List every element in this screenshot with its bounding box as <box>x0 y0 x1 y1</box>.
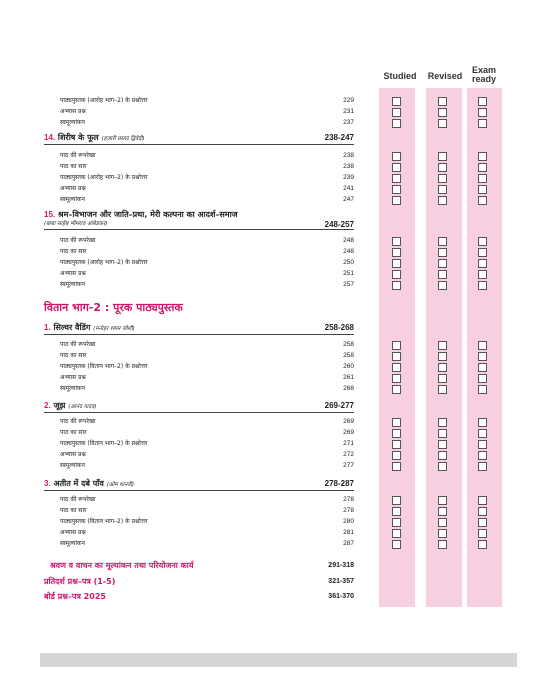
revised-checkbox[interactable] <box>438 196 447 205</box>
studied-checkbox[interactable] <box>392 185 401 194</box>
revised-checkbox[interactable] <box>438 108 447 117</box>
chapter-heading <box>44 399 354 413</box>
studied-checkbox[interactable] <box>392 196 401 205</box>
studied-checkbox[interactable] <box>392 281 401 290</box>
row-page: 278 <box>343 496 354 503</box>
chapter-title: सिल्वर वैडिंग <box>53 323 91 332</box>
revised-checkbox[interactable] <box>438 529 447 538</box>
studied-checkbox[interactable] <box>392 248 401 257</box>
studied-checkbox[interactable] <box>392 451 401 460</box>
chapter-heading <box>44 209 354 230</box>
exam-ready-checkbox[interactable] <box>478 270 487 279</box>
revised-checkbox[interactable] <box>438 185 447 194</box>
exam-ready-checkbox[interactable] <box>478 451 487 460</box>
exam-ready-checkbox[interactable] <box>478 518 487 527</box>
row-page: 272 <box>343 451 354 458</box>
revised-checkbox[interactable] <box>438 418 447 427</box>
toc-row <box>60 439 354 449</box>
extra-title: बोर्ड प्रश्न–पत्र 2025 <box>44 592 106 601</box>
row-page: 247 <box>343 196 354 203</box>
revised-checkbox[interactable] <box>438 440 447 449</box>
row-page: 280 <box>343 518 354 525</box>
row-page: 258 <box>343 341 354 348</box>
exam-ready-checkbox[interactable] <box>478 341 487 350</box>
column-exam-ready-label: Exam ready <box>471 65 497 84</box>
row-page: 261 <box>343 374 354 381</box>
exam-ready-checkbox[interactable] <box>478 174 487 183</box>
toc-row <box>60 173 354 183</box>
studied-checkbox[interactable] <box>392 518 401 527</box>
exam-ready-checkbox[interactable] <box>478 507 487 516</box>
column-studied: Studied <box>383 71 417 81</box>
extra-item <box>44 576 354 588</box>
row-page: 257 <box>343 281 354 288</box>
revised-checkbox[interactable] <box>438 540 447 549</box>
chapter-heading <box>44 477 354 491</box>
studied-checkbox[interactable] <box>392 152 401 161</box>
row-title: स्वमूल्यांकन <box>60 462 85 469</box>
row-title: पाठ्यपुस्तक (आरोह भाग–2) के प्रश्नोत्तर <box>60 97 148 104</box>
row-page: 278 <box>343 507 354 514</box>
chapter-heading <box>44 321 354 335</box>
row-title: स्वमूल्यांकन <box>60 385 85 392</box>
chapter-pages: 278-287 <box>324 479 354 488</box>
toc-row <box>60 247 354 257</box>
row-title: पाठ का सार <box>60 163 87 170</box>
revised-checkbox[interactable] <box>438 281 447 290</box>
exam-ready-checkbox[interactable] <box>478 108 487 117</box>
chapter-pages: 238-247 <box>324 133 354 142</box>
studied-checkbox[interactable] <box>392 507 401 516</box>
row-page: 250 <box>343 259 354 266</box>
studied-checkbox[interactable] <box>392 363 401 372</box>
chapter-title: श्रम–विभाजन और जाति–प्रथा, मेरी कल्पना का आदर्श–समाज <box>57 210 238 219</box>
row-page: 251 <box>343 270 354 277</box>
row-page: 287 <box>343 540 354 547</box>
toc-row <box>60 151 354 161</box>
studied-checkbox[interactable] <box>392 108 401 117</box>
row-title: पाठ्यपुस्तक (आरोह भाग–2) के प्रश्नोत्तर <box>60 259 148 266</box>
exam-ready-checkbox[interactable] <box>478 529 487 538</box>
exam-ready-checkbox[interactable] <box>478 418 487 427</box>
row-page: 248 <box>343 248 354 255</box>
toc-row <box>60 195 354 205</box>
studied-checkbox[interactable] <box>392 496 401 505</box>
toc-row <box>60 340 354 350</box>
row-title: पाठ का सार <box>60 352 87 359</box>
studied-checkbox[interactable] <box>392 352 401 361</box>
row-title: पाठ्यपुस्तक (वितान भाग–2) के प्रश्नोत्तर <box>60 440 148 447</box>
exam-ready-checkbox[interactable] <box>478 281 487 290</box>
chapter-number: 2. <box>44 401 51 410</box>
revised-checkbox[interactable] <box>438 363 447 372</box>
row-page: 258 <box>343 352 354 359</box>
exam-ready-checkbox[interactable] <box>478 259 487 268</box>
revised-checkbox[interactable] <box>438 518 447 527</box>
studied-checkbox[interactable] <box>392 418 401 427</box>
exam-ready-checkbox[interactable] <box>478 248 487 257</box>
row-page: 231 <box>343 108 354 115</box>
toc-row <box>60 236 354 246</box>
toc-row <box>60 450 354 460</box>
row-title: पाठ का सार <box>60 429 87 436</box>
row-page: 269 <box>343 418 354 425</box>
toc-row <box>60 351 354 361</box>
chapter-author: (आनंद यादव) <box>68 404 97 410</box>
exam-ready-checkbox[interactable] <box>478 496 487 505</box>
revised-checkbox[interactable] <box>438 174 447 183</box>
revised-checkbox[interactable] <box>438 163 447 172</box>
exam-ready-checkbox[interactable] <box>478 429 487 438</box>
revised-checkbox[interactable] <box>438 385 447 394</box>
row-title: पाठ का सार <box>60 507 87 514</box>
row-title: पाठ की रूपरेखा <box>60 496 96 503</box>
row-title: पाठ की रूपरेखा <box>60 418 96 425</box>
exam-ready-checkbox[interactable] <box>478 237 487 246</box>
exam-ready-checkbox[interactable] <box>478 540 487 549</box>
toc-row <box>60 539 354 549</box>
exam-ready-checkbox[interactable] <box>478 363 487 372</box>
toc-row <box>60 428 354 438</box>
extra-title: श्रवण व वाचन का मूल्यांकन तथा परियोजना कार्य <box>50 561 194 570</box>
revised-checkbox[interactable] <box>438 259 447 268</box>
studied-checkbox[interactable] <box>392 529 401 538</box>
revised-checkbox[interactable] <box>438 496 447 505</box>
toc-row <box>60 162 354 172</box>
row-page: 237 <box>343 119 354 126</box>
revised-checkbox[interactable] <box>438 507 447 516</box>
studied-checkbox[interactable] <box>392 429 401 438</box>
row-page: 281 <box>343 529 354 536</box>
row-title: पाठ की रूपरेखा <box>60 152 96 159</box>
row-title: स्वमूल्यांकन <box>60 281 85 288</box>
exam-ready-checkbox[interactable] <box>478 196 487 205</box>
row-title: स्वमूल्यांकन <box>60 540 85 547</box>
studied-checkbox[interactable] <box>392 174 401 183</box>
toc-row <box>60 417 354 427</box>
chapter-author: (मनोहर श्याम जोशी) <box>93 326 135 332</box>
revised-checkbox[interactable] <box>438 248 447 257</box>
toc-row <box>60 107 354 117</box>
studied-checkbox[interactable] <box>392 385 401 394</box>
chapter-author: (बाबा साहेब भीमराव आंबेडकर) <box>44 221 108 227</box>
toc-row <box>60 362 354 372</box>
studied-checkbox[interactable] <box>392 374 401 383</box>
toc-row <box>60 461 354 471</box>
chapter-heading <box>44 131 354 145</box>
row-title: अभ्यास प्रश्न <box>60 185 86 192</box>
toc-row <box>60 517 354 527</box>
revised-checkbox[interactable] <box>438 352 447 361</box>
row-title: स्वमूल्यांकन <box>60 196 85 203</box>
revised-checkbox[interactable] <box>438 119 447 128</box>
studied-checkbox[interactable] <box>392 540 401 549</box>
extra-title: प्रतिदर्श प्रश्न–पत्र (1-5) <box>44 577 116 586</box>
exam-ready-checkbox[interactable] <box>478 385 487 394</box>
row-page: 260 <box>343 363 354 370</box>
studied-checkbox[interactable] <box>392 440 401 449</box>
row-page: 238 <box>343 163 354 170</box>
toc-row <box>60 184 354 194</box>
revised-checkbox[interactable] <box>438 451 447 460</box>
chapter-title: जूझ <box>53 401 66 410</box>
row-title: पाठ्यपुस्तक (वितान भाग–2) के प्रश्नोत्तर <box>60 363 148 370</box>
studied-checkbox[interactable] <box>392 341 401 350</box>
row-page: 277 <box>343 462 354 469</box>
toc-row <box>60 373 354 383</box>
exam-ready-checkbox[interactable] <box>478 462 487 471</box>
column-revised: Revised <box>427 71 463 81</box>
chapter-title: अतीत में दबे पाँव <box>53 479 104 488</box>
row-title: पाठ्यपुस्तक (आरोह भाग–2) के प्रश्नोत्तर <box>60 174 148 181</box>
studied-checkbox[interactable] <box>392 270 401 279</box>
row-title: अभ्यास प्रश्न <box>60 108 86 115</box>
footer-bar <box>40 653 517 667</box>
exam-ready-checkbox[interactable] <box>478 97 487 106</box>
toc-row <box>60 258 354 268</box>
studied-checkbox[interactable] <box>392 97 401 106</box>
extra-pages: 321-357 <box>328 578 354 585</box>
row-title: अभ्यास प्रश्न <box>60 451 86 458</box>
extra-item <box>44 591 354 603</box>
row-page: 238 <box>343 152 354 159</box>
row-title: अभ्यास प्रश्न <box>60 270 86 277</box>
row-title: पाठ की रूपरेखा <box>60 341 96 348</box>
chapter-pages: 248-257 <box>324 220 354 229</box>
row-title: पाठ का सार <box>60 248 87 255</box>
chapter-pages: 269-277 <box>324 401 354 410</box>
exam-ready-checkbox[interactable] <box>478 163 487 172</box>
toc-row <box>60 528 354 538</box>
toc-row <box>60 506 354 516</box>
studied-checkbox[interactable] <box>392 237 401 246</box>
row-page: 229 <box>343 97 354 104</box>
revised-checkbox[interactable] <box>438 341 447 350</box>
row-page: 268 <box>343 385 354 392</box>
toc-row <box>60 384 354 394</box>
exam-ready-checkbox[interactable] <box>478 374 487 383</box>
studied-checkbox[interactable] <box>392 259 401 268</box>
row-page: 248 <box>343 237 354 244</box>
row-page: 271 <box>343 440 354 447</box>
extra-pages: 291-318 <box>328 562 354 569</box>
extra-pages: 361-370 <box>328 593 354 600</box>
toc-row <box>60 269 354 279</box>
studied-checkbox[interactable] <box>392 462 401 471</box>
toc-row <box>60 96 354 106</box>
toc-row <box>60 118 354 128</box>
exam-ready-checkbox[interactable] <box>478 119 487 128</box>
exam-ready-checkbox[interactable] <box>478 152 487 161</box>
row-page: 269 <box>343 429 354 436</box>
chapter-title: शिरीष के फूल <box>57 133 99 142</box>
revised-checkbox[interactable] <box>438 429 447 438</box>
row-title: अभ्यास प्रश्न <box>60 374 86 381</box>
revised-checkbox[interactable] <box>438 270 447 279</box>
row-page: 241 <box>343 185 354 192</box>
chapter-number: 14. <box>44 133 56 142</box>
revised-checkbox[interactable] <box>438 97 447 106</box>
chapter-number: 15. <box>44 210 56 219</box>
studied-checkbox[interactable] <box>392 119 401 128</box>
toc-row <box>60 280 354 290</box>
revised-checkbox[interactable] <box>438 374 447 383</box>
chapter-author: (हज़ारी प्रसाद द्विवेदी) <box>101 136 145 142</box>
exam-ready-checkbox[interactable] <box>478 185 487 194</box>
exam-ready-checkbox[interactable] <box>478 352 487 361</box>
chapter-pages: 258-268 <box>324 323 354 332</box>
revised-checkbox[interactable] <box>438 237 447 246</box>
row-title: पाठ की रूपरेखा <box>60 237 96 244</box>
exam-ready-checkbox[interactable] <box>478 440 487 449</box>
extra-item <box>50 560 354 572</box>
chapter-number: 1. <box>44 323 51 332</box>
row-title: स्वमूल्यांकन <box>60 119 85 126</box>
toc-row <box>60 495 354 505</box>
row-title: अभ्यास प्रश्न <box>60 529 86 536</box>
column-exam-ready <box>466 66 502 84</box>
row-title: पाठ्यपुस्तक (वितान भाग–2) के प्रश्नोत्तर <box>60 518 148 525</box>
revised-checkbox[interactable] <box>438 462 447 471</box>
revised-checkbox[interactable] <box>438 152 447 161</box>
chapter-author: (ओम थानवी) <box>106 482 135 488</box>
studied-checkbox[interactable] <box>392 163 401 172</box>
chapter-number: 3. <box>44 479 51 488</box>
row-page: 239 <box>343 174 354 181</box>
section-title: वितान भाग-2 : पूरक पाठ्यपुस्तक <box>44 301 183 314</box>
